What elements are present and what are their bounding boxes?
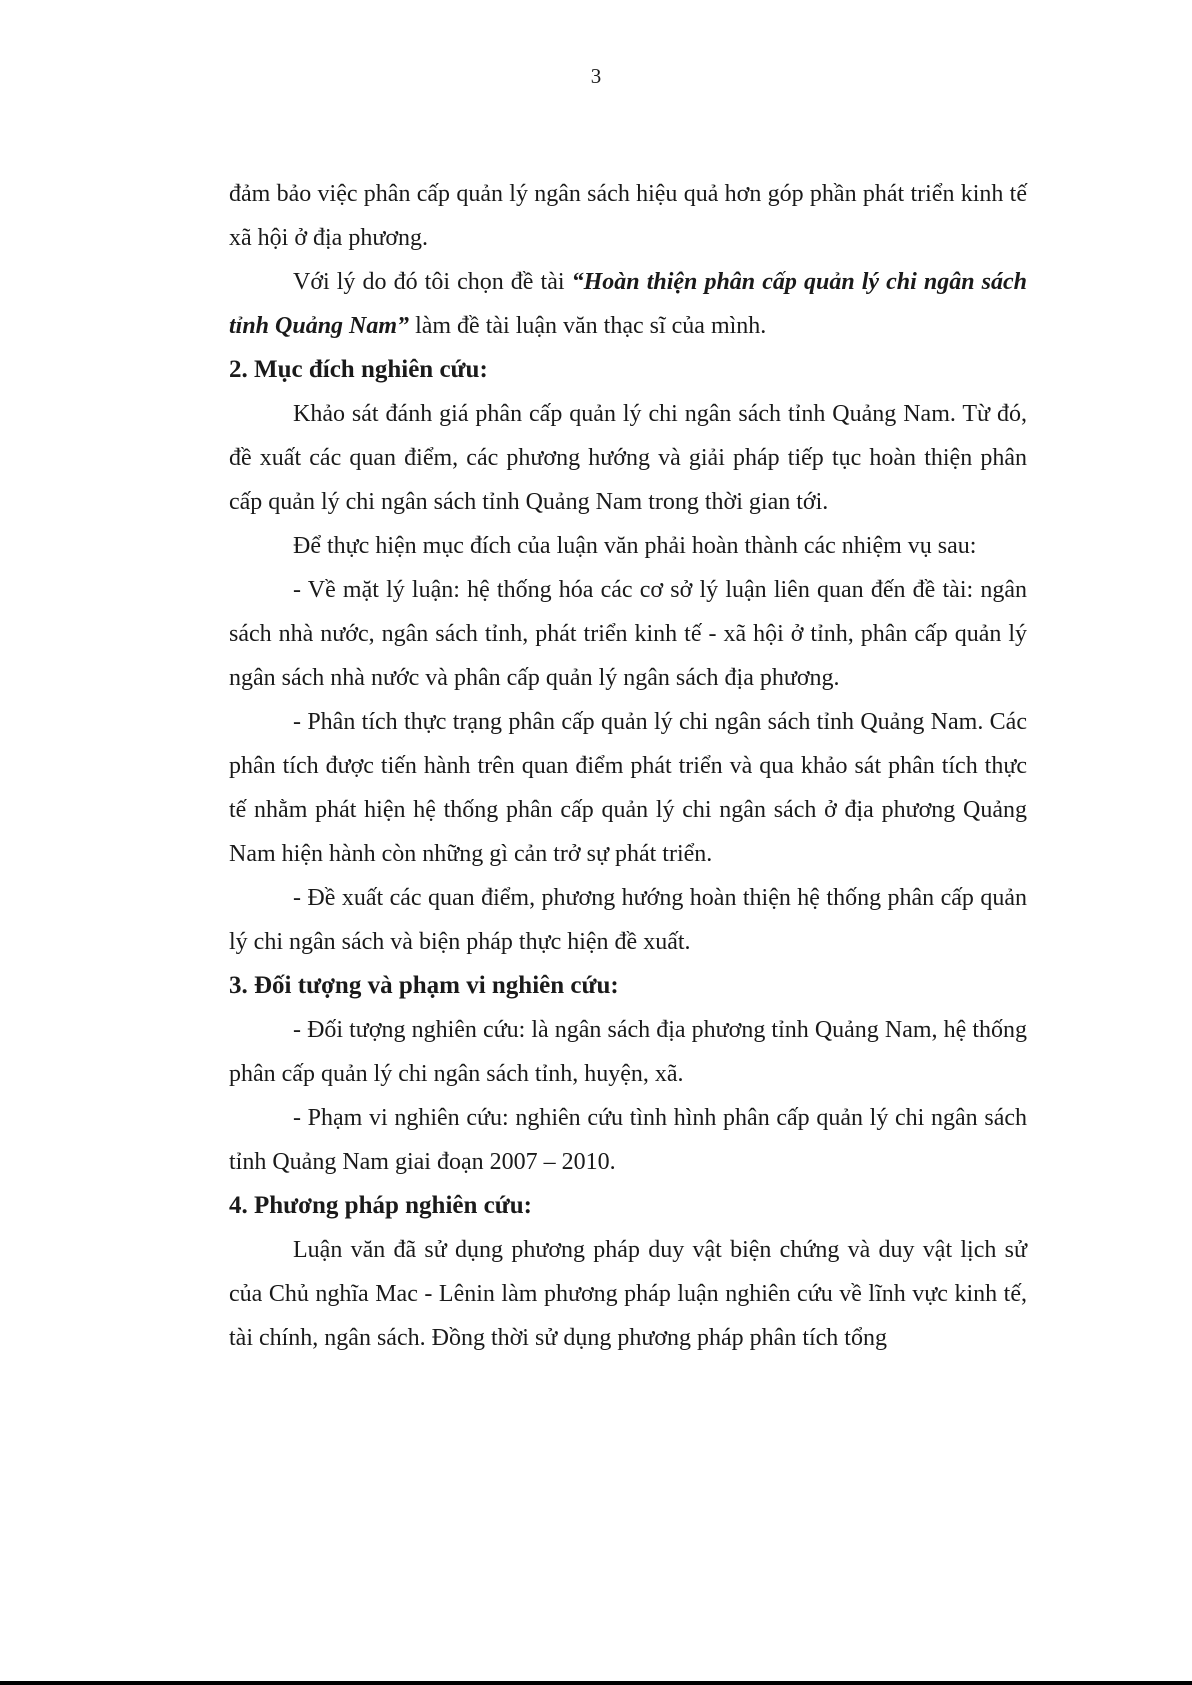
paragraph-tasks-intro: Để thực hiện mục đích của luận văn phải hoàn thành các nhiệm vụ sau: (293, 533, 977, 559)
paragraph-purpose: Khảo sát đánh giá phân cấp quản lý chi ngân sách tỉnh Quảng Nam. Từ đó, đề xuất các quan điểm, các phương hướng và giải pháp tiếp tục hoàn thiện phân cấp quản lý chi ngân sách tỉnh Quảng Nam trong thời gian tới. (229, 401, 1027, 515)
list-item-proposal: - Đề xuất các quan điểm, phương hướng hoàn thiện hệ thống phân cấp quản lý chi ngân sách và biện pháp thực hiện đề xuất. (229, 885, 1027, 955)
page-number: 3 (590, 64, 602, 88)
topic-intro-text: Với lý do đó tôi chọn đề tài (293, 269, 572, 295)
paragraph-continuation: đảm bảo việc phân cấp quản lý ngân sách hiệu quả hơn góp phần phát triển kinh tế xã hội ở địa phương. (229, 181, 1027, 251)
list-item-subject: - Đối tượng nghiên cứu: là ngân sách địa phương tỉnh Quảng Nam, hệ thống phân cấp quản lý chi ngân sách tỉnh, huyện, xã. (229, 1017, 1027, 1087)
list-item-scope: - Phạm vi nghiên cứu: nghiên cứu tình hình phân cấp quản lý chi ngân sách tỉnh Quảng Nam giai đoạn 2007 – 2010. (229, 1105, 1027, 1175)
document-body (229, 172, 1027, 1360)
list-item-analysis: - Phân tích thực trạng phân cấp quản lý chi ngân sách tỉnh Quảng Nam. Các phân tích được tiến hành trên quan điểm phát triển và qua khảo sát phân tích thực tế nhằm phát hiện hệ thống phân cấp quản lý chi ngân sách ở địa phương Quảng Nam hiện hành còn những gì cản trở sự phát triển. (229, 709, 1027, 867)
section-heading-2: 2. Mục đích nghiên cứu: (229, 356, 488, 383)
bottom-edge-line (0, 1681, 1192, 1685)
topic-outro-text: làm đề tài luận văn thạc sĩ của mình. (409, 313, 767, 339)
paragraph-methodology: Luận văn đã sử dụng phương pháp duy vật biện chứng và duy vật lịch sử của Chủ nghĩa Mac - Lênin làm phương pháp luận nghiên cứu về lĩnh vực kinh tế, tài chính, ngân sách. Đồng thời sử dụng phương pháp phân tích tổng (229, 1237, 1027, 1351)
paragraph-topic-choice (229, 260, 1027, 348)
thesis-title-emphasis: “Hoàn thiện phân cấp quản lý chi ngân sách tỉnh Quảng Nam” (229, 269, 1027, 339)
section-heading-3: 3. Đối tượng và phạm vi nghiên cứu: (229, 972, 619, 999)
section-heading-4: 4. Phương pháp nghiên cứu: (229, 1192, 532, 1219)
list-item-theory: - Về mặt lý luận: hệ thống hóa các cơ sở lý luận liên quan đến đề tài: ngân sách nhà nước, ngân sách tỉnh, phát triển kinh tế - xã hội ở tỉnh, phân cấp quản lý ngân sách nhà nước và phân cấp quản lý ngân sách địa phương. (229, 577, 1027, 691)
